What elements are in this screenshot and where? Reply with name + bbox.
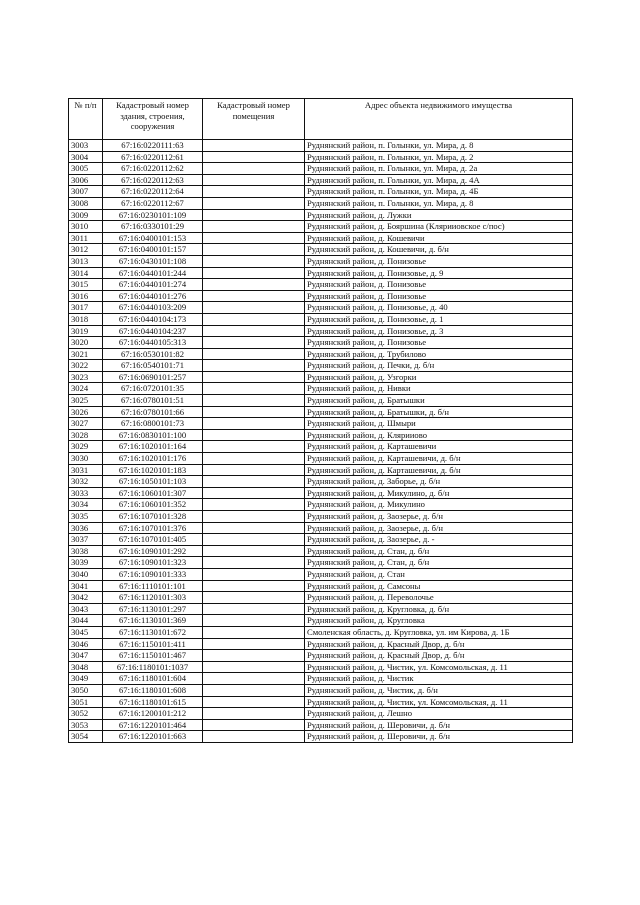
table-row [69, 348, 573, 360]
cadastral-room-cell [203, 719, 305, 731]
address-cell: Руднянский район, п. Голынки, ул. Мира, д. 2 [305, 151, 573, 163]
address-cell: Руднянский район, п. Голынки, ул. Мира, д. 4Б [305, 186, 573, 198]
row-number-cell: 3015 [69, 279, 103, 291]
header-row [69, 99, 573, 140]
table-row [69, 163, 573, 175]
address-cell: Руднянский район, д. Шеровичи, д. б/н [305, 731, 573, 743]
cadastral-room-cell [203, 267, 305, 279]
cadastral-room-cell [203, 615, 305, 627]
address-cell: Руднянский район, д. Красный Двор, д. б/н [305, 638, 573, 650]
cadastral-room-cell [203, 255, 305, 267]
row-number-cell: 3025 [69, 395, 103, 407]
cadastral-building-cell: 67:16:0440105:313 [103, 337, 203, 349]
row-number-cell: 3024 [69, 383, 103, 395]
cadastral-building-cell: 67:16:1050101:103 [103, 476, 203, 488]
row-number-cell: 3018 [69, 313, 103, 325]
table-row [69, 418, 573, 430]
cadastral-room-cell [203, 429, 305, 441]
row-number-cell: 3036 [69, 522, 103, 534]
address-cell: Руднянский район, д. Понизовье [305, 255, 573, 267]
cadastral-building-cell: 67:16:0800101:73 [103, 418, 203, 430]
row-number-cell: 3028 [69, 429, 103, 441]
cadastral-room-cell [203, 163, 305, 175]
table-row [69, 696, 573, 708]
address-cell: Руднянский район, п. Голынки, ул. Мира, д. 2а [305, 163, 573, 175]
cadastral-room-cell [203, 708, 305, 720]
cadastral-room-cell [203, 511, 305, 523]
cadastral-building-cell: 67:16:0440103:209 [103, 302, 203, 314]
address-cell: Руднянский район, д. Карташевичи [305, 441, 573, 453]
table-row [69, 209, 573, 221]
cadastral-room-cell [203, 197, 305, 209]
row-number-cell: 3043 [69, 603, 103, 615]
cadastral-building-cell: 67:16:0220112:61 [103, 151, 203, 163]
address-cell: Руднянский район, д. Чистик, ул. Комсомольская, д. 11 [305, 696, 573, 708]
cadastral-room-cell [203, 661, 305, 673]
cadastral-room-cell [203, 603, 305, 615]
row-number-cell: 3013 [69, 255, 103, 267]
row-number-cell: 3026 [69, 406, 103, 418]
cadastral-building-cell: 67:16:1090101:292 [103, 545, 203, 557]
cadastral-room-cell [203, 279, 305, 291]
cadastral-room-cell [203, 221, 305, 233]
row-number-cell: 3023 [69, 371, 103, 383]
cadastral-room-cell [203, 360, 305, 372]
address-cell: Руднянский район, д. Чистик, д. б/н [305, 684, 573, 696]
row-number-cell: 3054 [69, 731, 103, 743]
cadastral-building-cell: 67:16:0530101:82 [103, 348, 203, 360]
cadastral-room-cell [203, 638, 305, 650]
cadastral-building-cell: 67:16:0540101:71 [103, 360, 203, 372]
property-registry-table [68, 98, 573, 743]
table-row [69, 395, 573, 407]
table-row [69, 731, 573, 743]
table-row [69, 476, 573, 488]
cadastral-building-cell: 67:16:0440101:274 [103, 279, 203, 291]
address-cell: Руднянский район, д. Самсоны [305, 580, 573, 592]
row-number-cell: 3010 [69, 221, 103, 233]
address-cell: Руднянский район, д. Узгорки [305, 371, 573, 383]
row-number-cell: 3041 [69, 580, 103, 592]
table-row [69, 267, 573, 279]
cadastral-building-cell: 67:16:1130101:369 [103, 615, 203, 627]
table-row [69, 186, 573, 198]
header-address: Адрес объекта недвижимого имущества [305, 99, 573, 140]
row-number-cell: 3033 [69, 487, 103, 499]
table-row [69, 232, 573, 244]
table-row [69, 290, 573, 302]
cadastral-building-cell: 67:16:0220112:63 [103, 174, 203, 186]
row-number-cell: 3037 [69, 534, 103, 546]
cadastral-building-cell: 67:16:0330101:29 [103, 221, 203, 233]
cadastral-building-cell: 67:16:1090101:333 [103, 568, 203, 580]
cadastral-building-cell: 67:16:1150101:411 [103, 638, 203, 650]
row-number-cell: 3019 [69, 325, 103, 337]
cadastral-building-cell: 67:16:1120101:303 [103, 592, 203, 604]
address-cell: Руднянский район, д. Переволочье [305, 592, 573, 604]
address-cell: Руднянский район, д. Трубилово [305, 348, 573, 360]
cadastral-building-cell: 67:16:0220112:64 [103, 186, 203, 198]
table-row [69, 337, 573, 349]
row-number-cell: 3014 [69, 267, 103, 279]
row-number-cell: 3011 [69, 232, 103, 244]
address-cell: Руднянский район, д. Понизовье [305, 337, 573, 349]
table-row [69, 406, 573, 418]
address-cell: Руднянский район, д. Лешно [305, 708, 573, 720]
cadastral-building-cell: 67:16:0440101:244 [103, 267, 203, 279]
address-cell: Руднянский район, д. Заборье, д. б/н [305, 476, 573, 488]
row-number-cell: 3007 [69, 186, 103, 198]
table-row [69, 534, 573, 546]
table-row [69, 615, 573, 627]
table-row [69, 568, 573, 580]
row-number-cell: 3039 [69, 557, 103, 569]
row-number-cell: 3045 [69, 626, 103, 638]
address-cell: Руднянский район, д. Печки, д. б/н [305, 360, 573, 372]
row-number-cell: 3008 [69, 197, 103, 209]
table-row [69, 499, 573, 511]
row-number-cell: 3047 [69, 650, 103, 662]
cadastral-building-cell: 67:16:1020101:183 [103, 464, 203, 476]
row-number-cell: 3021 [69, 348, 103, 360]
table-row [69, 197, 573, 209]
cadastral-room-cell [203, 464, 305, 476]
address-cell: Руднянский район, д. Клярииово [305, 429, 573, 441]
table-row [69, 592, 573, 604]
table-row [69, 638, 573, 650]
cadastral-building-cell: 67:16:1180101:604 [103, 673, 203, 685]
address-cell: Руднянский район, д. Кругловка [305, 615, 573, 627]
cadastral-room-cell [203, 534, 305, 546]
table-row [69, 360, 573, 372]
cadastral-building-cell: 67:16:1020101:176 [103, 453, 203, 465]
cadastral-building-cell: 67:16:1090101:323 [103, 557, 203, 569]
table-row [69, 174, 573, 186]
row-number-cell: 3052 [69, 708, 103, 720]
table-row [69, 255, 573, 267]
table-row [69, 626, 573, 638]
address-cell: Руднянский район, д. Понизовье, д. 40 [305, 302, 573, 314]
cadastral-building-cell: 67:16:1200101:212 [103, 708, 203, 720]
cadastral-room-cell [203, 244, 305, 256]
table-row [69, 661, 573, 673]
cadastral-building-cell: 67:16:0400101:153 [103, 232, 203, 244]
row-number-cell: 3050 [69, 684, 103, 696]
cadastral-room-cell [203, 441, 305, 453]
cadastral-building-cell: 67:16:0220111:63 [103, 140, 203, 152]
row-number-cell: 3030 [69, 453, 103, 465]
cadastral-building-cell: 67:16:1150101:467 [103, 650, 203, 662]
table-row [69, 580, 573, 592]
address-cell: Руднянский район, д. Микулино, д. б/н [305, 487, 573, 499]
cadastral-room-cell [203, 580, 305, 592]
address-cell: Руднянский район, д. Заозерье, д. - [305, 534, 573, 546]
table-row [69, 545, 573, 557]
header-number: № п/п [69, 99, 103, 140]
cadastral-room-cell [203, 383, 305, 395]
address-cell: Руднянский район, д. Братышки, д. б/н [305, 406, 573, 418]
row-number-cell: 3029 [69, 441, 103, 453]
cadastral-room-cell [203, 174, 305, 186]
cadastral-room-cell [203, 696, 305, 708]
cadastral-building-cell: 67:16:0220112:62 [103, 163, 203, 175]
cadastral-room-cell [203, 731, 305, 743]
cadastral-building-cell: 67:16:1180101:615 [103, 696, 203, 708]
cadastral-room-cell [203, 371, 305, 383]
cadastral-room-cell [203, 302, 305, 314]
address-cell: Руднянский район, д. Заозерье, д. б/н [305, 511, 573, 523]
table-row [69, 313, 573, 325]
cadastral-room-cell [203, 232, 305, 244]
cadastral-room-cell [203, 418, 305, 430]
address-cell: Руднянский район, д. Понизовье, д. 3 [305, 325, 573, 337]
address-cell: Руднянский район, п. Голынки, ул. Мира, д. 8 [305, 197, 573, 209]
cadastral-building-cell: 67:16:1220101:663 [103, 731, 203, 743]
cadastral-room-cell [203, 499, 305, 511]
cadastral-building-cell: 67:16:1060101:307 [103, 487, 203, 499]
header-cadastral-room: Кадастровый номер помещения [203, 99, 305, 140]
cadastral-building-cell: 67:16:0780101:66 [103, 406, 203, 418]
row-number-cell: 3031 [69, 464, 103, 476]
table-row [69, 673, 573, 685]
table-body [69, 140, 573, 743]
table-row [69, 441, 573, 453]
row-number-cell: 3022 [69, 360, 103, 372]
table-row [69, 221, 573, 233]
cadastral-building-cell: 67:16:0780101:51 [103, 395, 203, 407]
address-cell: Руднянский район, д. Лужки [305, 209, 573, 221]
cadastral-building-cell: 67:16:0430101:108 [103, 255, 203, 267]
row-number-cell: 3049 [69, 673, 103, 685]
address-cell: Руднянский район, п. Голынки, ул. Мира, д. 8 [305, 140, 573, 152]
address-cell: Руднянский район, д. Заозерье, д. б/н [305, 522, 573, 534]
cadastral-room-cell [203, 348, 305, 360]
cadastral-room-cell [203, 186, 305, 198]
row-number-cell: 3016 [69, 290, 103, 302]
cadastral-building-cell: 67:16:1180101:608 [103, 684, 203, 696]
address-cell: Руднянский район, д. Красный Двор, д. б/н [305, 650, 573, 662]
cadastral-building-cell: 67:16:1060101:352 [103, 499, 203, 511]
cadastral-building-cell: 67:16:1180101:1037 [103, 661, 203, 673]
table-row [69, 684, 573, 696]
row-number-cell: 3053 [69, 719, 103, 731]
cadastral-room-cell [203, 313, 305, 325]
cadastral-room-cell [203, 592, 305, 604]
cadastral-room-cell [203, 626, 305, 638]
address-cell: Руднянский район, д. Понизовье, д. 9 [305, 267, 573, 279]
address-cell: Руднянский район, д. Кругловка, д. б/н [305, 603, 573, 615]
row-number-cell: 3044 [69, 615, 103, 627]
address-cell: Руднянский район, д. Стан, д. б/н [305, 557, 573, 569]
cadastral-room-cell [203, 476, 305, 488]
row-number-cell: 3034 [69, 499, 103, 511]
cadastral-building-cell: 67:16:1220101:464 [103, 719, 203, 731]
cadastral-room-cell [203, 650, 305, 662]
cadastral-room-cell [203, 406, 305, 418]
cadastral-room-cell [203, 684, 305, 696]
table-row [69, 383, 573, 395]
cadastral-building-cell: 67:16:0440104:237 [103, 325, 203, 337]
table-row [69, 708, 573, 720]
cadastral-building-cell: 67:16:0720101:35 [103, 383, 203, 395]
table-row [69, 603, 573, 615]
cadastral-building-cell: 67:16:0220112:67 [103, 197, 203, 209]
cadastral-building-cell: 67:16:1070101:328 [103, 511, 203, 523]
address-cell: Руднянский район, д. Стан, д. б/н [305, 545, 573, 557]
row-number-cell: 3042 [69, 592, 103, 604]
table-row [69, 464, 573, 476]
row-number-cell: 3003 [69, 140, 103, 152]
address-cell: Руднянский район, д. Понизовье [305, 290, 573, 302]
cadastral-room-cell [203, 290, 305, 302]
table-row [69, 325, 573, 337]
header-cadastral-building: Кадастровый номер здания, строения, сооружения [103, 99, 203, 140]
address-cell: Руднянский район, д. Стан [305, 568, 573, 580]
cadastral-room-cell [203, 545, 305, 557]
address-cell: Руднянский район, д. Шеровичи, д. б/н [305, 719, 573, 731]
cadastral-building-cell: 67:16:1130101:672 [103, 626, 203, 638]
cadastral-building-cell: 67:16:0230101:109 [103, 209, 203, 221]
row-number-cell: 3046 [69, 638, 103, 650]
table-row [69, 453, 573, 465]
table-row [69, 244, 573, 256]
address-cell: Руднянский район, д. Микулино [305, 499, 573, 511]
cadastral-building-cell: 67:16:0400101:157 [103, 244, 203, 256]
cadastral-room-cell [203, 140, 305, 152]
address-cell: Руднянский район, д. Братышки [305, 395, 573, 407]
row-number-cell: 3027 [69, 418, 103, 430]
row-number-cell: 3017 [69, 302, 103, 314]
address-cell: Руднянский район, д. Кошевичи, д. б/н [305, 244, 573, 256]
table-row [69, 487, 573, 499]
cadastral-room-cell [203, 151, 305, 163]
cadastral-room-cell [203, 325, 305, 337]
cadastral-room-cell [203, 568, 305, 580]
cadastral-room-cell [203, 395, 305, 407]
cadastral-building-cell: 67:16:0690101:257 [103, 371, 203, 383]
address-cell: Руднянский район, д. Кошевичи [305, 232, 573, 244]
table-row [69, 302, 573, 314]
table-row [69, 719, 573, 731]
cadastral-room-cell [203, 337, 305, 349]
cadastral-building-cell: 67:16:1070101:376 [103, 522, 203, 534]
row-number-cell: 3035 [69, 511, 103, 523]
table-row [69, 429, 573, 441]
row-number-cell: 3040 [69, 568, 103, 580]
table-row [69, 522, 573, 534]
address-cell: Смоленская область, д. Кругловка, ул. им Кирова, д. 1Б [305, 626, 573, 638]
cadastral-building-cell: 67:16:1110101:101 [103, 580, 203, 592]
table-row [69, 279, 573, 291]
cadastral-building-cell: 67:16:0830101:100 [103, 429, 203, 441]
address-cell: Руднянский район, д. Нивки [305, 383, 573, 395]
row-number-cell: 3005 [69, 163, 103, 175]
row-number-cell: 3048 [69, 661, 103, 673]
table-row [69, 140, 573, 152]
table-row [69, 511, 573, 523]
cadastral-building-cell: 67:16:0440101:276 [103, 290, 203, 302]
cadastral-room-cell [203, 522, 305, 534]
address-cell: Руднянский район, д. Понизовье, д. 1 [305, 313, 573, 325]
address-cell: Руднянский район, д. Карташевичи, д. б/н [305, 453, 573, 465]
address-cell: Руднянский район, п. Голынки, ул. Мира, д. 4А [305, 174, 573, 186]
cadastral-room-cell [203, 453, 305, 465]
row-number-cell: 3004 [69, 151, 103, 163]
row-number-cell: 3051 [69, 696, 103, 708]
cadastral-building-cell: 67:16:1020101:164 [103, 441, 203, 453]
table-row [69, 151, 573, 163]
cadastral-room-cell [203, 487, 305, 499]
table-row [69, 650, 573, 662]
row-number-cell: 3012 [69, 244, 103, 256]
cadastral-room-cell [203, 557, 305, 569]
address-cell: Руднянский район, д. Чистик, ул. Комсомольская, д. 11 [305, 661, 573, 673]
cadastral-building-cell: 67:16:0440104:173 [103, 313, 203, 325]
table-row [69, 371, 573, 383]
row-number-cell: 3020 [69, 337, 103, 349]
row-number-cell: 3032 [69, 476, 103, 488]
row-number-cell: 3006 [69, 174, 103, 186]
address-cell: Руднянский район, д. Карташевичи, д. б/н [305, 464, 573, 476]
address-cell: Руднянский район, д. Шмыри [305, 418, 573, 430]
cadastral-building-cell: 67:16:1070101:405 [103, 534, 203, 546]
address-cell: Руднянский район, д. Чистик [305, 673, 573, 685]
table-row [69, 557, 573, 569]
address-cell: Руднянский район, д. Бояршина (Клярииовское с/пос) [305, 221, 573, 233]
address-cell: Руднянский район, д. Понизовье [305, 279, 573, 291]
cadastral-building-cell: 67:16:1130101:297 [103, 603, 203, 615]
cadastral-room-cell [203, 673, 305, 685]
cadastral-room-cell [203, 209, 305, 221]
table-header [69, 99, 573, 140]
row-number-cell: 3038 [69, 545, 103, 557]
row-number-cell: 3009 [69, 209, 103, 221]
